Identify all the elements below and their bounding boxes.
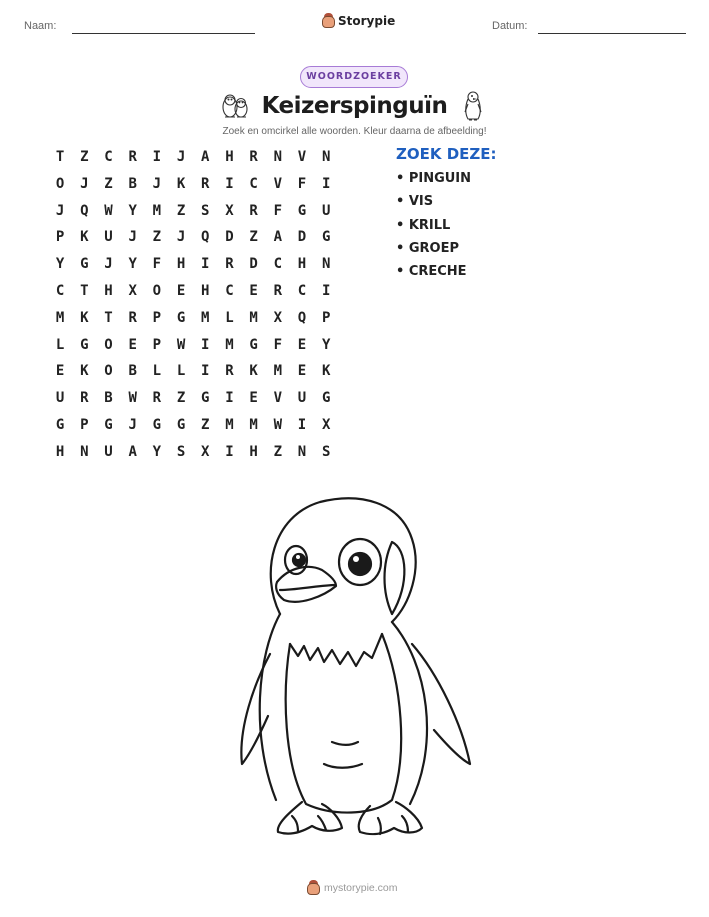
grid-letter[interactable]: G bbox=[152, 416, 162, 433]
grid-letter[interactable]: H bbox=[249, 443, 258, 460]
grid-letter[interactable]: H bbox=[104, 282, 113, 299]
grid-letter[interactable]: M bbox=[201, 309, 210, 326]
grid-row bbox=[48, 282, 338, 309]
grid-row bbox=[48, 255, 338, 282]
grid-letter[interactable]: R bbox=[225, 256, 234, 273]
word-list-item: • VIS bbox=[396, 194, 434, 210]
grid-letter[interactable]: P bbox=[80, 416, 89, 433]
grid-letter[interactable]: G bbox=[201, 390, 210, 407]
grid-letter[interactable]: S bbox=[321, 443, 331, 460]
grid-letter[interactable]: X bbox=[225, 202, 234, 219]
grid-letter[interactable]: R bbox=[128, 149, 137, 165]
grid-letter[interactable]: D bbox=[225, 229, 234, 246]
grid-letter[interactable]: Z bbox=[273, 443, 282, 460]
grid-letter[interactable]: W bbox=[128, 390, 137, 407]
grid-letter[interactable]: E bbox=[176, 282, 186, 299]
grid-letter[interactable]: Q bbox=[297, 309, 307, 326]
grid-letter[interactable]: E bbox=[249, 390, 258, 407]
name-line[interactable] bbox=[72, 33, 255, 34]
grid-letter[interactable]: F bbox=[152, 256, 162, 273]
grid-letter[interactable]: L bbox=[176, 363, 186, 380]
grid-letter[interactable]: K bbox=[80, 309, 89, 326]
grid-letter[interactable]: Q bbox=[201, 229, 210, 246]
grid-letter[interactable]: B bbox=[128, 175, 137, 192]
grid-letter[interactable]: J bbox=[104, 256, 113, 273]
word-list-item: • PINGUIN bbox=[396, 171, 472, 186]
grid-letter[interactable]: D bbox=[297, 229, 307, 246]
grid-letter[interactable]: M bbox=[273, 363, 282, 380]
grid-row bbox=[48, 443, 338, 470]
grid-letter[interactable]: P bbox=[55, 229, 65, 246]
grid-letter[interactable]: U bbox=[55, 390, 65, 407]
grid-letter[interactable]: S bbox=[176, 443, 186, 460]
grid-row bbox=[48, 202, 338, 229]
brand-name: Storypie bbox=[338, 13, 396, 28]
grid-letter[interactable]: J bbox=[80, 175, 89, 192]
footer bbox=[307, 880, 398, 895]
penguin-coloring-illustration bbox=[232, 494, 477, 844]
grid-letter[interactable]: C bbox=[225, 282, 234, 299]
grid-letter[interactable]: V bbox=[297, 149, 307, 165]
grid-letter[interactable]: O bbox=[104, 363, 113, 380]
grid-letter[interactable]: A bbox=[128, 443, 137, 460]
grid-letter[interactable]: U bbox=[104, 229, 113, 246]
grid-letter[interactable]: R bbox=[201, 175, 210, 192]
grid-row bbox=[48, 389, 338, 416]
grid-letter[interactable]: N bbox=[297, 443, 307, 460]
grid-letter[interactable]: U bbox=[104, 443, 113, 460]
grid-letter[interactable]: P bbox=[152, 336, 162, 353]
grid-letter[interactable]: Q bbox=[80, 202, 89, 219]
grid-letter[interactable]: I bbox=[321, 175, 331, 192]
grid-letter[interactable]: T bbox=[104, 309, 113, 326]
grid-letter[interactable]: L bbox=[225, 309, 234, 326]
page-title: Keizerspinguïn bbox=[261, 93, 448, 119]
grid-letter[interactable]: G bbox=[80, 256, 89, 273]
grid-letter[interactable]: U bbox=[321, 202, 331, 219]
grid-letter[interactable]: W bbox=[273, 416, 282, 433]
grid-letter[interactable]: Y bbox=[55, 256, 65, 273]
wordsearch-badge: WOORDZOEKER bbox=[300, 66, 408, 88]
grid-letter[interactable]: N bbox=[321, 149, 331, 165]
grid-letter[interactable]: S bbox=[201, 202, 210, 219]
grid-letter[interactable]: C bbox=[104, 149, 113, 165]
grid-letter[interactable]: R bbox=[128, 309, 137, 326]
grid-letter[interactable]: G bbox=[176, 309, 186, 326]
grid-letter[interactable]: Z bbox=[152, 229, 162, 246]
grid-letter[interactable]: Z bbox=[80, 149, 89, 165]
grid-letter[interactable]: H bbox=[55, 443, 65, 460]
storypie-logo-icon bbox=[307, 880, 320, 895]
footer-url: mystorypie.com bbox=[324, 881, 398, 894]
grid-letter[interactable]: Y bbox=[152, 443, 162, 460]
grid-letter[interactable]: I bbox=[225, 390, 234, 407]
grid-letter[interactable]: Z bbox=[249, 229, 258, 246]
grid-letter[interactable]: G bbox=[249, 336, 258, 353]
grid-letter[interactable]: E bbox=[55, 363, 65, 380]
grid-letter[interactable]: L bbox=[152, 363, 162, 380]
grid-letter[interactable]: T bbox=[80, 282, 89, 299]
grid-letter[interactable]: R bbox=[225, 363, 234, 380]
grid-letter[interactable]: I bbox=[201, 336, 210, 353]
grid-letter[interactable]: B bbox=[128, 363, 137, 380]
grid-letter[interactable]: C bbox=[249, 175, 258, 192]
grid-letter[interactable]: M bbox=[225, 416, 234, 433]
grid-letter[interactable]: M bbox=[55, 309, 65, 326]
grid-letter[interactable]: Z bbox=[104, 175, 113, 192]
brand bbox=[322, 13, 395, 28]
grid-letter[interactable]: I bbox=[201, 363, 210, 380]
grid-letter[interactable]: C bbox=[273, 256, 282, 273]
grid-letter[interactable]: J bbox=[55, 202, 65, 219]
grid-letter[interactable]: I bbox=[225, 443, 234, 460]
grid-letter[interactable]: N bbox=[321, 256, 331, 273]
grid-letter[interactable]: F bbox=[297, 175, 307, 192]
grid-letter[interactable]: K bbox=[80, 363, 89, 380]
date-line[interactable] bbox=[538, 33, 686, 34]
grid-letter[interactable]: E bbox=[297, 336, 307, 353]
grid-letter[interactable]: J bbox=[176, 149, 186, 165]
grid-letter[interactable]: Y bbox=[321, 336, 331, 353]
grid-letter[interactable]: P bbox=[152, 309, 162, 326]
grid-letter[interactable]: X bbox=[201, 443, 210, 460]
grid-row bbox=[48, 362, 338, 389]
grid-letter[interactable]: R bbox=[249, 149, 258, 165]
grid-letter[interactable]: W bbox=[104, 202, 113, 219]
grid-row bbox=[48, 309, 338, 336]
grid-letter[interactable]: G bbox=[321, 390, 331, 407]
word-search-grid bbox=[48, 148, 338, 470]
grid-letter[interactable]: R bbox=[273, 282, 282, 299]
grid-letter[interactable]: I bbox=[297, 416, 307, 433]
grid-letter[interactable]: R bbox=[249, 202, 258, 219]
grid-letter[interactable]: N bbox=[80, 443, 89, 460]
date-label: Datum: bbox=[492, 20, 528, 32]
word-list-item: • CRECHE bbox=[396, 264, 467, 280]
grid-letter[interactable]: V bbox=[273, 390, 282, 407]
grid-row bbox=[48, 175, 338, 202]
grid-letter[interactable]: L bbox=[55, 336, 65, 353]
word-list-item: • GROEP bbox=[396, 240, 459, 256]
grid-letter[interactable]: O bbox=[55, 175, 65, 192]
grid-letter[interactable]: M bbox=[249, 309, 258, 326]
grid-row bbox=[48, 336, 338, 363]
grid-letter[interactable]: I bbox=[225, 175, 234, 192]
grid-letter[interactable]: K bbox=[249, 363, 258, 380]
grid-letter[interactable]: K bbox=[176, 175, 186, 192]
grid-letter[interactable]: R bbox=[152, 390, 162, 407]
grid-letter[interactable]: E bbox=[128, 336, 137, 353]
grid-letter[interactable]: V bbox=[273, 175, 282, 192]
grid-letter[interactable]: Y bbox=[128, 256, 137, 273]
grid-letter[interactable]: G bbox=[176, 416, 186, 433]
grid-letter[interactable]: B bbox=[104, 390, 113, 407]
name-label: Naam: bbox=[24, 20, 57, 32]
grid-letter[interactable]: I bbox=[321, 282, 331, 299]
grid-row bbox=[48, 148, 338, 175]
grid-letter[interactable]: J bbox=[128, 416, 137, 433]
grid-letter[interactable]: H bbox=[201, 282, 210, 299]
grid-letter[interactable]: Y bbox=[128, 202, 137, 219]
grid-letter[interactable]: X bbox=[273, 309, 282, 326]
grid-letter[interactable]: O bbox=[104, 336, 113, 353]
grid-letter[interactable]: E bbox=[249, 282, 258, 299]
penguin-icon bbox=[462, 90, 484, 122]
grid-letter[interactable]: N bbox=[273, 149, 282, 165]
grid-letter[interactable]: G bbox=[297, 202, 307, 219]
grid-letter[interactable]: H bbox=[297, 256, 307, 273]
grid-letter[interactable]: F bbox=[273, 202, 282, 219]
grid-letter[interactable]: A bbox=[273, 229, 282, 246]
grid-letter[interactable]: I bbox=[152, 149, 162, 165]
grid-letter[interactable]: H bbox=[225, 149, 234, 165]
grid-letter[interactable]: Z bbox=[176, 390, 186, 407]
grid-letter[interactable]: X bbox=[128, 282, 137, 299]
grid-letter[interactable]: G bbox=[321, 229, 331, 246]
grid-letter[interactable]: J bbox=[176, 229, 186, 246]
grid-letter[interactable]: K bbox=[80, 229, 89, 246]
grid-letter[interactable]: J bbox=[128, 229, 137, 246]
grid-letter[interactable]: M bbox=[225, 336, 234, 353]
grid-letter[interactable]: W bbox=[176, 336, 186, 353]
instructions: Zoek en omcirkel alle woorden. Kleur daarna de afbeelding! bbox=[222, 126, 487, 137]
grid-letter[interactable]: P bbox=[321, 309, 331, 326]
grid-letter[interactable]: K bbox=[321, 363, 331, 380]
grid-letter[interactable]: D bbox=[249, 256, 258, 273]
grid-letter[interactable]: M bbox=[152, 202, 162, 219]
grid-letter[interactable]: C bbox=[297, 282, 307, 299]
grid-letter[interactable]: O bbox=[152, 282, 162, 299]
grid-letter[interactable]: X bbox=[321, 416, 331, 433]
grid-letter[interactable]: A bbox=[201, 149, 210, 165]
grid-letter[interactable]: T bbox=[55, 149, 65, 165]
grid-letter[interactable]: E bbox=[297, 363, 307, 380]
word-list-item: • KRILL bbox=[396, 217, 451, 233]
storypie-logo-icon bbox=[322, 13, 335, 28]
word-list-title: ZOEK DEZE: bbox=[396, 145, 497, 163]
grid-letter[interactable]: Z bbox=[176, 202, 186, 219]
grid-letter[interactable]: M bbox=[249, 416, 258, 433]
grid-letter[interactable]: I bbox=[201, 256, 210, 273]
grid-letter[interactable]: J bbox=[152, 175, 162, 192]
grid-letter[interactable]: F bbox=[273, 336, 282, 353]
word-list bbox=[396, 171, 471, 287]
grid-row bbox=[48, 228, 338, 255]
grid-letter[interactable]: G bbox=[55, 416, 65, 433]
grid-letter[interactable]: U bbox=[297, 390, 307, 407]
grid-letter[interactable]: Z bbox=[201, 416, 210, 433]
grid-letter[interactable]: G bbox=[104, 416, 113, 433]
grid-letter[interactable]: H bbox=[176, 256, 186, 273]
grid-letter[interactable]: R bbox=[80, 390, 89, 407]
grid-row bbox=[48, 416, 338, 443]
grid-letter[interactable]: C bbox=[55, 282, 65, 299]
grid-letter[interactable]: G bbox=[80, 336, 89, 353]
